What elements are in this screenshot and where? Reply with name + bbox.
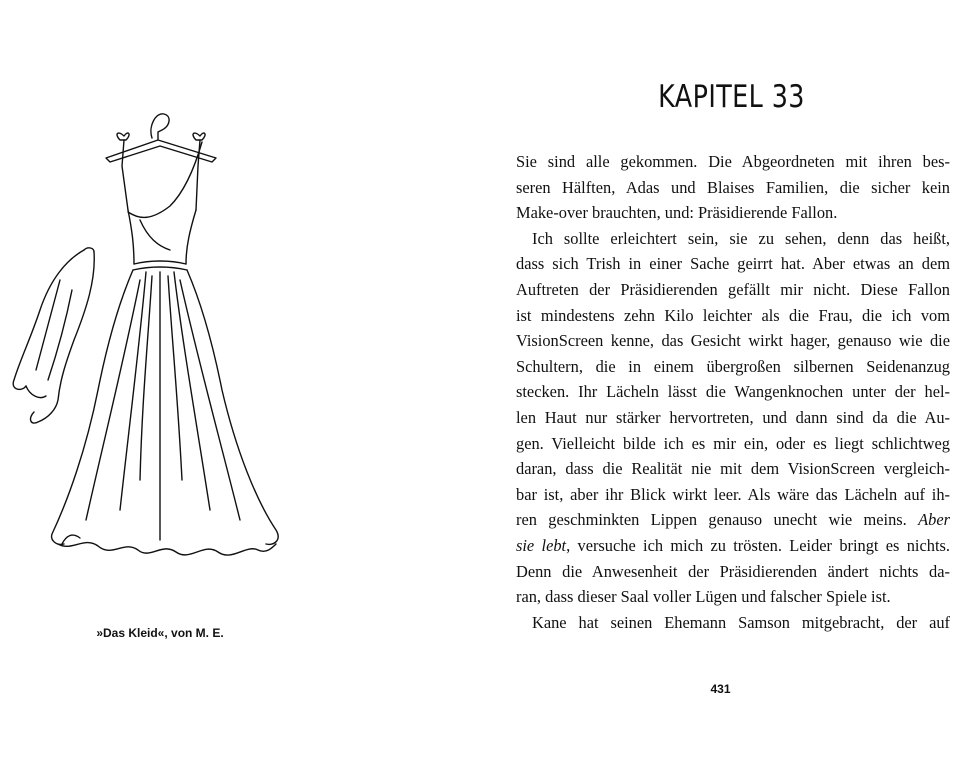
text-line: seren Hälften, Adas und Blaises Familien, die sicher kein	[516, 177, 950, 197]
text-line: Ich sollte erleichtert sein, sie zu sehen, denn das heißt,	[532, 228, 950, 248]
text-line: ran, dass dieser Saal voller Lügen und falscher Spiele ist.	[516, 587, 891, 607]
text-line: dass sich Trish in einer Sache geirrt hat. Aber etwas an dem	[516, 254, 950, 274]
body-text	[516, 149, 950, 635]
text-line: Kane hat seinen Ehemann Samson mitgebracht, der auf	[532, 612, 950, 632]
text-line: bar ist, aber ihr Blick wirkt leer. Als wäre das Lächeln auf ih-	[516, 484, 950, 504]
text-line-with-italic	[516, 507, 950, 533]
paragraph-3	[516, 610, 950, 636]
line-text: ren geschminkten Lippen genauso unecht wie meins.	[516, 510, 907, 530]
text-line: Denn die Anwesenheit der Präsidierenden ändert nichts da-	[516, 561, 950, 581]
text-line-with-italic	[516, 533, 950, 559]
left-page	[0, 0, 476, 762]
text-line: VisionScreen kenne, das Gesicht wirkt hager, genauso wie die	[516, 331, 950, 351]
text-line: Sie sind alle gekommen. Die Abgeordneten mit ihren bes-	[516, 152, 950, 171]
text-line: len Haut nur stärker hervortreten, und dann sind da die Au-	[516, 407, 950, 427]
paragraph-2	[516, 226, 950, 610]
page-number: 431	[710, 682, 731, 696]
line-text: , versuche ich mich zu trösten. Leider bringt es nichts.	[566, 535, 950, 555]
paragraph-1	[516, 149, 950, 226]
chapter-title: KAPITEL 33	[658, 78, 805, 115]
right-page	[476, 0, 953, 762]
text-line: gen. Vielleicht bilde ich es mir ein, oder es liegt schlichtweg	[516, 433, 950, 453]
text-line: Schultern, die in einem übergroßen silbernen Seidenanzug	[516, 356, 950, 376]
text-line: Make-over brauchten, und: Präsidierende Fallon.	[516, 203, 838, 223]
text-line: daran, dass die Realität nie mit dem VisionScreen vergleich-	[516, 459, 950, 479]
text-line: Auftreten der Präsidierenden gefällt mir nicht. Diese Fallon	[516, 279, 950, 299]
text-line: ist mindestens zehn Kilo leichter als die Frau, die ich vom	[516, 305, 950, 325]
italic-text: Aber	[918, 510, 950, 530]
text-line: stecken. Ihr Lächeln lässt die Wangenknochen unter der hel-	[516, 382, 950, 402]
illustration-caption: »Das Kleid«, von M. E.	[96, 626, 224, 640]
dress-on-hanger-illustration	[0, 100, 300, 600]
italic-text: sie lebt	[516, 535, 567, 555]
